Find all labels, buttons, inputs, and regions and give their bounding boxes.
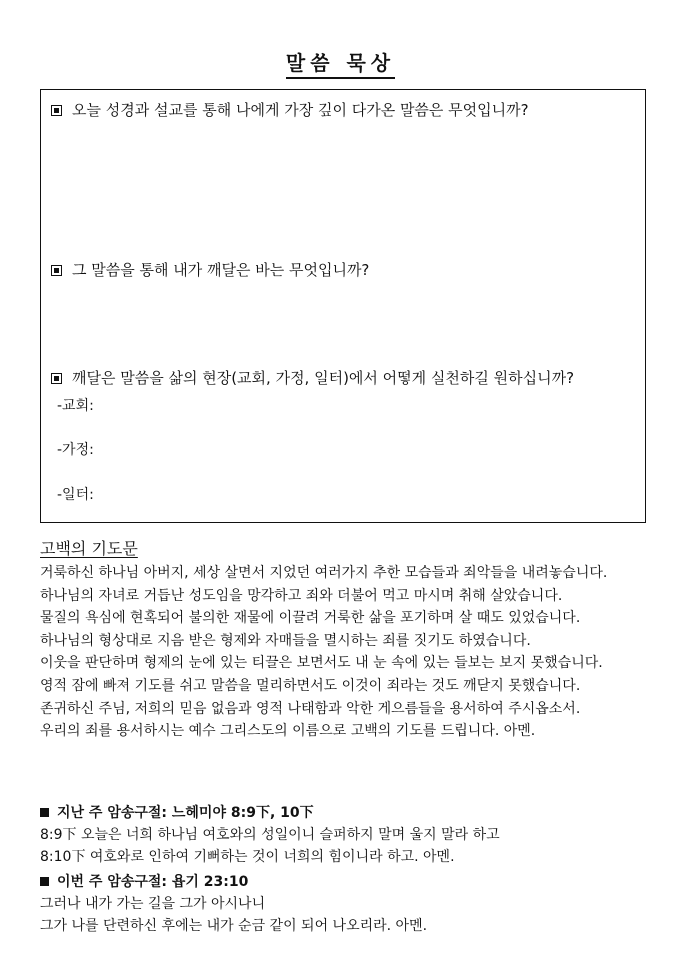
prayer-line: 우리의 죄를 용서하시는 예수 그리스도의 이름으로 고백의 기도를 드립니다. 아멘. bbox=[40, 723, 536, 740]
prayer-line: 하나님의 자녀로 거듭난 성도임을 망각하고 죄와 더불어 먹고 마시며 취해 살았습니다. bbox=[40, 587, 563, 604]
square-bullet-icon bbox=[51, 265, 62, 276]
memory-this-heading bbox=[40, 871, 660, 893]
practice-work: -일터: bbox=[57, 487, 94, 503]
memory-last-line: 8:9下 오늘은 너희 하나님 여호와의 성일이니 슬퍼하지 말며 울지 말라 하고 bbox=[40, 827, 500, 843]
page-title-text: 말씀 묵상 bbox=[286, 50, 395, 79]
meditation-box bbox=[40, 89, 646, 523]
question-3 bbox=[51, 368, 574, 388]
question-1-text: 오늘 성경과 설교를 통해 나에게 가장 깊이 다가온 말씀은 무엇입니까? bbox=[72, 101, 529, 119]
page-title bbox=[0, 50, 681, 79]
square-bullet-icon bbox=[40, 808, 49, 817]
memory-this-heading-text: 이번 주 암송구절: 욥기 23:10 bbox=[57, 874, 249, 890]
memory-last-heading bbox=[40, 802, 660, 824]
question-3-text: 깨달은 말씀을 삶의 현장(교회, 가정, 일터)에서 어떻게 실천하길 원하십니까? bbox=[72, 369, 575, 387]
memory-verse-this-week bbox=[40, 871, 660, 937]
prayer-line: 이웃을 판단하며 형제의 눈에 있는 티끌은 보면서도 내 눈 속에 있는 들보는 보지 못했습니다. bbox=[40, 655, 603, 672]
memory-this-line: 그러나 내가 가는 길을 그가 아시나니 bbox=[40, 896, 266, 912]
memory-verse-last-week bbox=[40, 802, 660, 868]
memory-last-line: 8:10下 여호와로 인하여 기뻐하는 것이 너희의 힘이니라 하고. 아멘. bbox=[40, 849, 455, 865]
practice-church: -교회: bbox=[57, 398, 94, 414]
prayer-line: 거룩하신 하나님 아버지, 세상 살면서 지었던 여러가지 추한 모습들과 죄악들을 내려놓습니다. bbox=[40, 565, 608, 581]
question-1 bbox=[51, 100, 529, 120]
memory-this-line: 그가 나를 단련하신 후에는 내가 순금 같이 되어 나오리라. 아멘. bbox=[40, 918, 428, 934]
prayer-line: 영적 잠에 빠져 기도를 쉬고 말씀을 멀리하면서도 이것이 죄라는 것도 깨닫지 못했습니다. bbox=[40, 677, 581, 694]
square-bullet-icon bbox=[51, 373, 62, 384]
square-bullet-icon bbox=[40, 877, 49, 886]
prayer-line: 물질의 욕심에 현혹되어 불의한 재물에 이끌려 거룩한 삶을 포기하며 살 때도 있었습니다. bbox=[40, 610, 581, 627]
prayer-line: 하나님의 형상대로 지음 받은 형제와 자매들을 멸시하는 죄를 짓기도 하였습니다. bbox=[40, 632, 531, 649]
question-2-text: 그 말씀을 통해 내가 깨달은 바는 무엇입니까? bbox=[72, 261, 370, 279]
square-bullet-icon bbox=[51, 105, 62, 116]
practice-home: -가정: bbox=[57, 442, 94, 458]
memory-last-heading-text: 지난 주 암송구절: 느헤미야 8:9下, 10下 bbox=[57, 805, 314, 821]
prayer-text bbox=[40, 562, 660, 743]
prayer-title: 고백의 기도문 bbox=[40, 539, 138, 558]
prayer-line: 존귀하신 주님, 저희의 믿음 없음과 영적 나태함과 악한 게으름들을 용서하여 주시옵소서. bbox=[40, 700, 581, 717]
question-2 bbox=[51, 260, 369, 280]
